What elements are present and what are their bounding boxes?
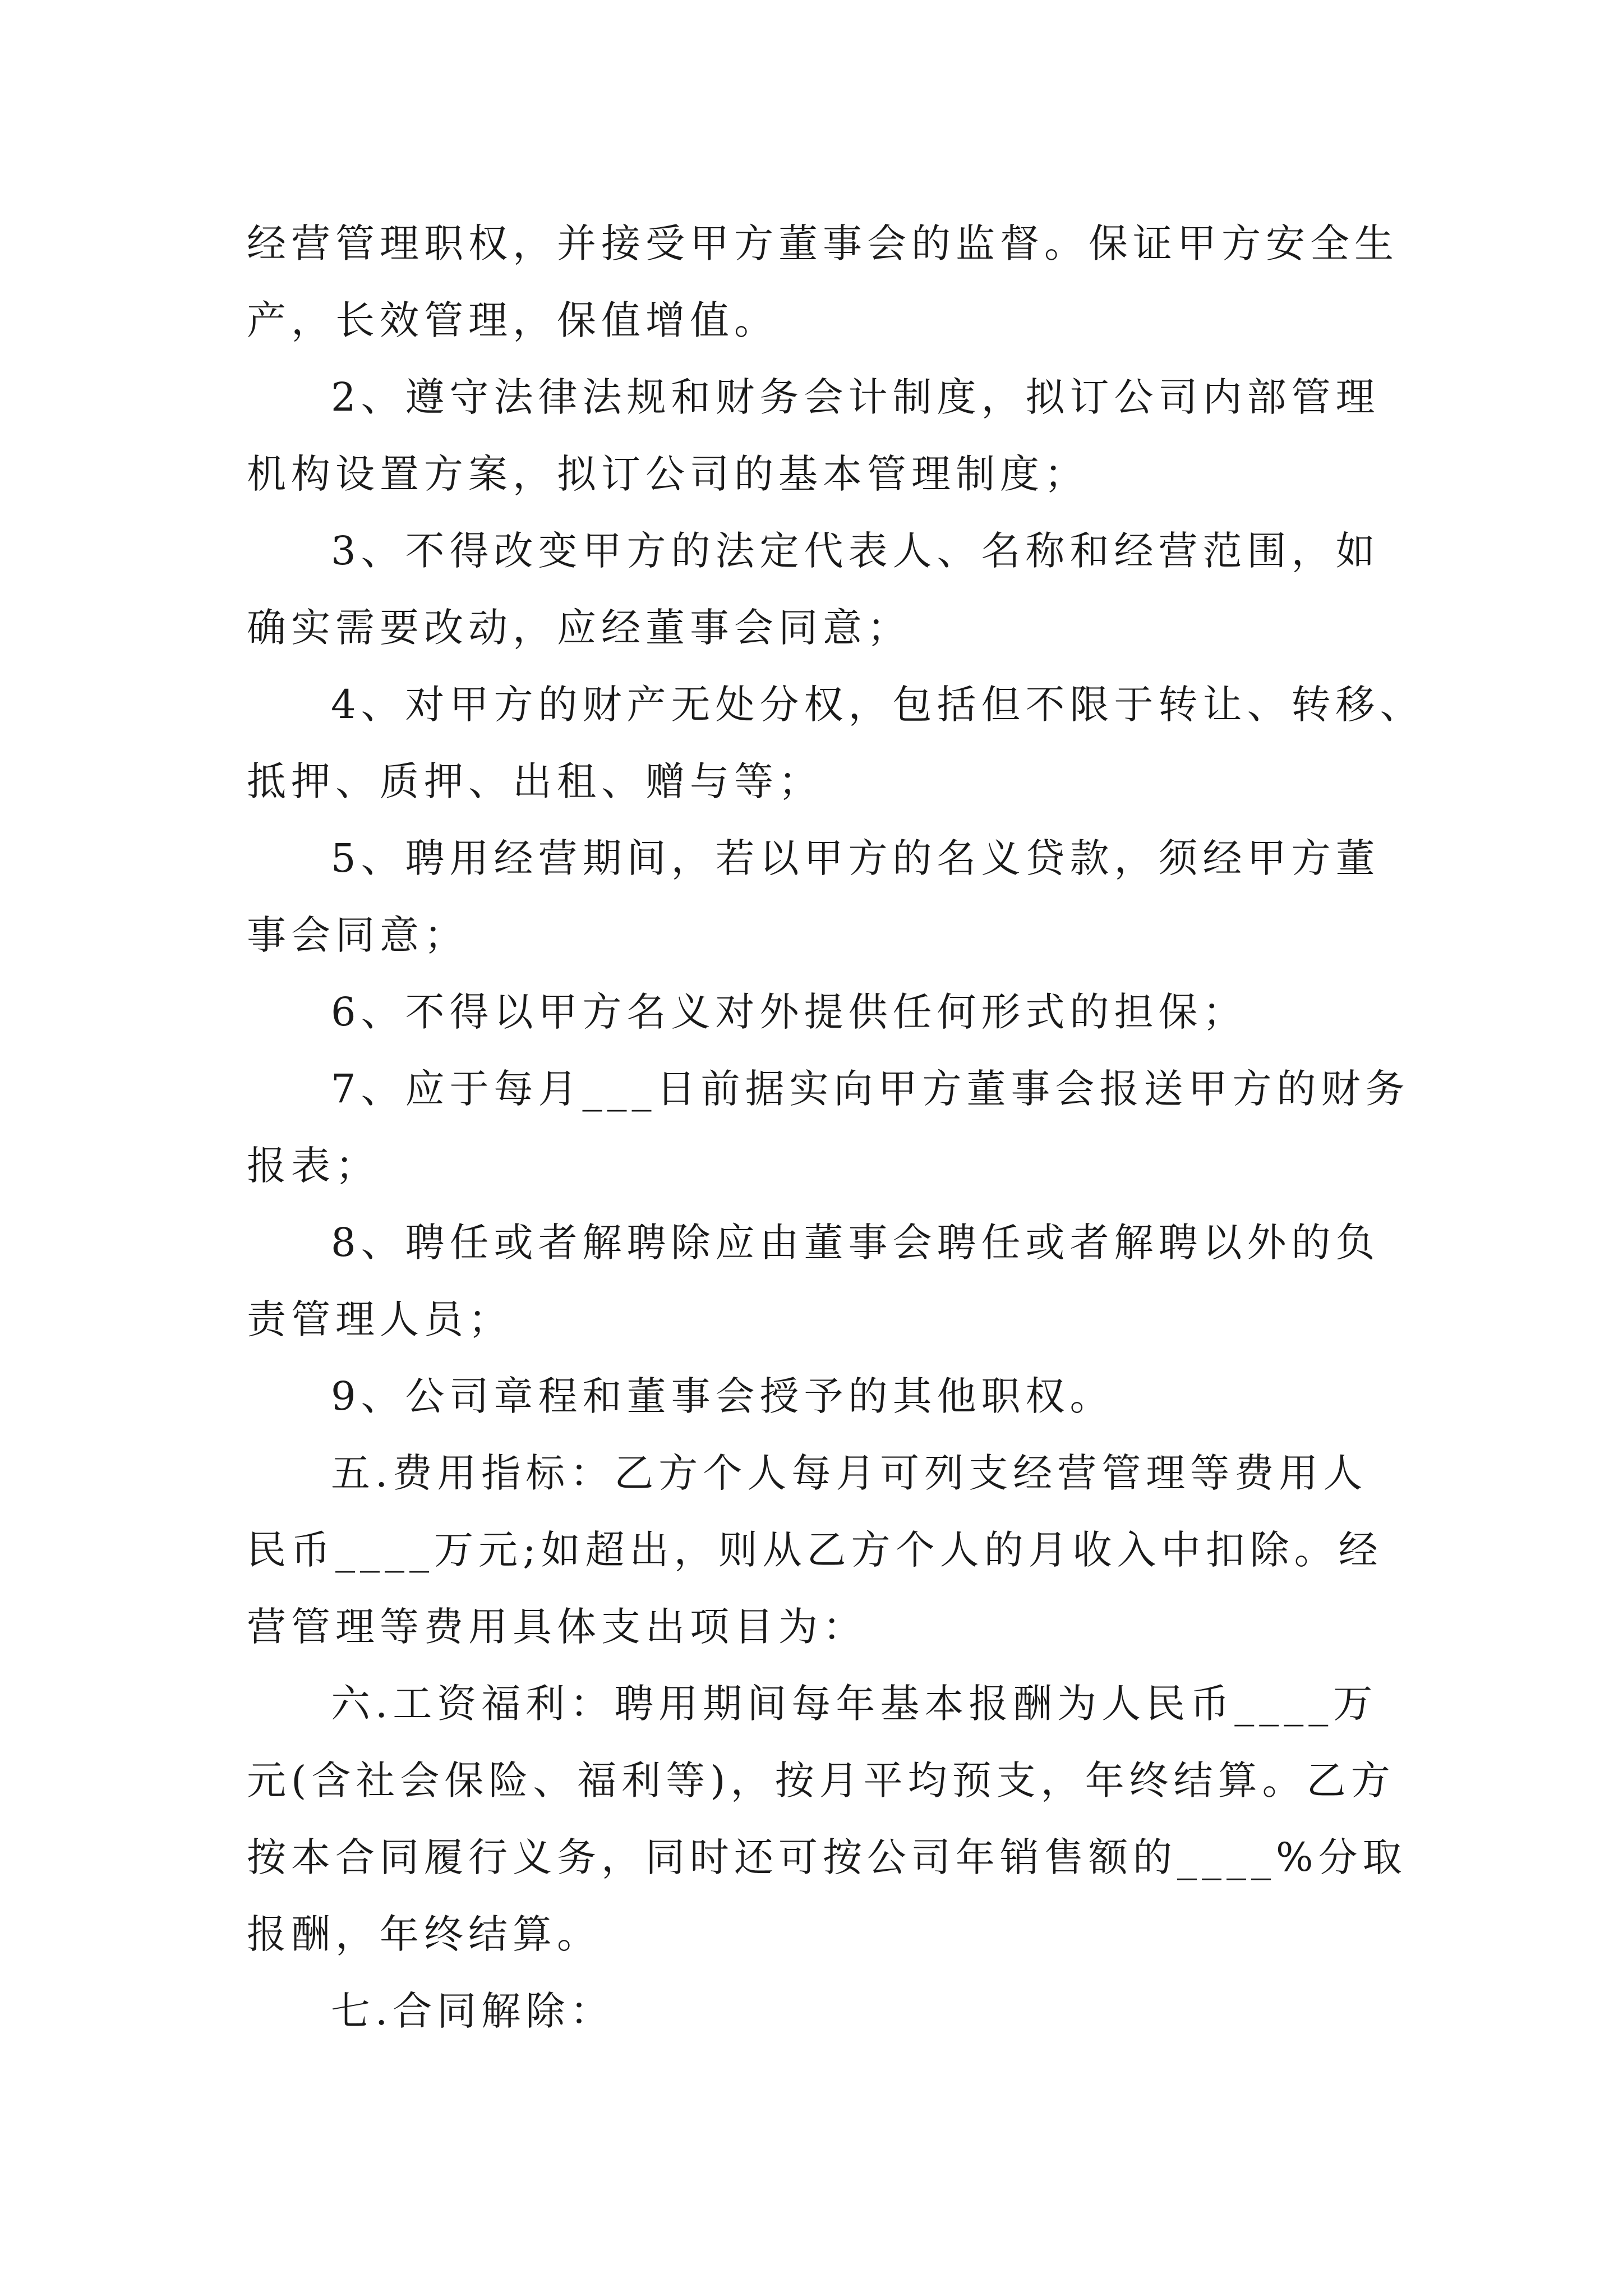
text-line: 责管理人员； bbox=[247, 1296, 513, 1342]
text-line: 元(含社会保险、福利等)，按月平均预支，年终结算。乙方 bbox=[247, 1757, 1395, 1803]
text-line: 按本合同履行义务，同时还可按公司年销售额的____%分取 bbox=[247, 1834, 1407, 1880]
text-line: 2、遵守法律法规和财务会计制度，拟订公司内部管理 bbox=[331, 374, 1380, 420]
text-line: 8、聘任或者解聘除应由董事会聘任或者解聘以外的负 bbox=[331, 1220, 1380, 1266]
text-line: 9、公司章程和董事会授予的其他职权。 bbox=[331, 1373, 1114, 1419]
text-line: 机构设置方案，拟订公司的基本管理制度； bbox=[247, 451, 1089, 497]
text-line: 5、聘用经营期间，若以甲方的名义贷款，须经甲方董 bbox=[331, 835, 1380, 881]
text-line: 事会同意； bbox=[247, 912, 468, 958]
text-line: 民币____万元;如超出，则从乙方个人的月收入中扣除。经 bbox=[247, 1527, 1383, 1573]
text-line: 报表； bbox=[247, 1143, 380, 1189]
text-line: 五.费用指标：乙方个人每月可列支经营管理等费用人 bbox=[331, 1450, 1368, 1496]
text-line: 7、应于每月___日前据实向甲方董事会报送甲方的财务 bbox=[331, 1066, 1410, 1112]
text-line: 营管理等费用具体支出项目为： bbox=[247, 1604, 867, 1650]
text-line: 4、对甲方的财产无处分权，包括但不限于转让、转移、 bbox=[331, 682, 1424, 728]
text-line: 报酬，年终结算。 bbox=[247, 1911, 601, 1957]
text-line: 3、不得改变甲方的法定代表人、名称和经营范围，如 bbox=[331, 528, 1380, 574]
text-line: 确实需要改动，应经董事会同意； bbox=[247, 605, 911, 651]
text-line: 抵押、质押、出租、赠与等； bbox=[247, 758, 823, 804]
text-line: 产，长效管理，保值增值。 bbox=[247, 297, 778, 343]
text-line: 6、不得以甲方名义对外提供任何形式的担保； bbox=[331, 989, 1247, 1035]
text-line: 六.工资福利：聘用期间每年基本报酬为人民币____万 bbox=[331, 1681, 1378, 1727]
text-line: 经营管理职权，并接受甲方董事会的监督。保证甲方安全生 bbox=[247, 220, 1399, 266]
text-line: 七.合同解除： bbox=[331, 1988, 615, 2034]
